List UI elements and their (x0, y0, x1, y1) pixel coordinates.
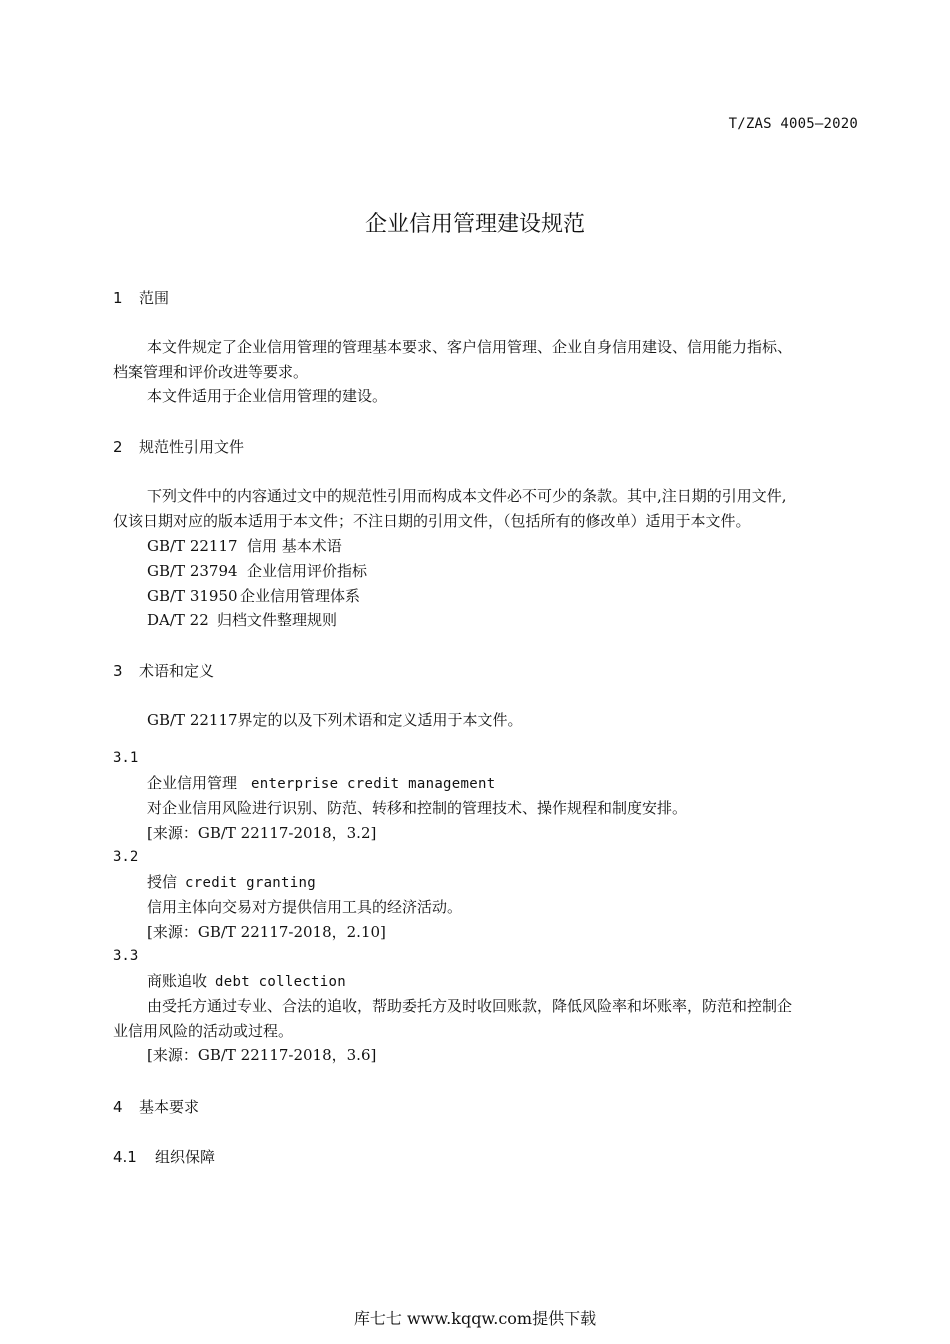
term-definition: 由受托方通过专业、合法的追收，帮助委托方及时收回账款，降低风险率和坏账率，防范和控制企 (147, 997, 793, 1015)
reference-item (147, 585, 858, 607)
section-title: 术语和定义 (139, 662, 215, 680)
section-number: 1 (113, 289, 123, 307)
subsection-number: 4.1 (113, 1148, 137, 1166)
reference-item (147, 535, 858, 557)
term-english: debt collection (215, 974, 346, 990)
term-chinese: 企业信用管理 (147, 774, 238, 792)
term-number: 3.2 (113, 849, 139, 865)
term-chinese: 商账追收 (147, 972, 208, 990)
term-definition: 对企业信用风险进行识别、防范、转移和控制的管理技术、操作规程和制度安排。 (147, 799, 688, 817)
term-number: 3.3 (113, 948, 139, 964)
paragraph-line: 仅该日期对应的版本适用于本文件；不注日期的引用文件，（包括所有的修改单）适用于本文件。 (113, 512, 751, 530)
reference-title: 企业信用管理体系 (240, 587, 361, 605)
reference-title: 信用 基本术语 (247, 537, 342, 555)
section-number: 4 (113, 1098, 123, 1116)
paragraph-line: 本文件适用于企业信用管理的建设。 (147, 387, 388, 405)
paragraph-line: 本文件规定了企业信用管理的管理基本要求、客户信用管理、企业自身信用建设、信用能力指标、 (147, 338, 793, 356)
term-source: [来源：GB/T 22117-2018，3.2] (147, 824, 377, 842)
paragraph-line: 下列文件中的内容通过文中的规范性引用而构成本文件必不可少的条款。其中,注日期的引用文件, (147, 487, 787, 505)
term-number: 3.1 (113, 750, 139, 766)
section-2-heading (113, 436, 858, 458)
reference-code: GB/T 23794 (147, 562, 238, 580)
section-title: 范围 (139, 289, 170, 307)
section-title: 基本要求 (139, 1098, 200, 1116)
term-definition: 信用主体向交易对方提供信用工具的经济活动。 (147, 898, 463, 916)
section-3-heading (113, 660, 858, 682)
subsection-4-1-heading (113, 1146, 858, 1168)
reference-item (147, 609, 858, 631)
reference-code: DA/T 22 (147, 611, 209, 629)
paragraph-line: 档案管理和评价改进等要求。 (113, 363, 309, 381)
section-4-heading (113, 1096, 858, 1118)
footer-watermark: 库七七 www.kqqw.com提供下载 (353, 1309, 597, 1328)
reference-item (147, 560, 858, 582)
reference-title: 企业信用评价指标 (247, 562, 368, 580)
section-1-heading (113, 287, 858, 309)
reference-code: GB/T 22117 (147, 537, 238, 555)
term-heading (147, 871, 858, 894)
reference-title: 归档文件整理规则 (217, 611, 338, 629)
term-english: credit granting (185, 875, 316, 891)
term-source: [来源：GB/T 22117-2018，2.10] (147, 923, 386, 941)
term-definition: 业信用风险的活动或过程。 (113, 1022, 294, 1040)
paragraph-line: GB/T 22117界定的以及下列术语和定义适用于本文件。 (147, 711, 523, 729)
section-number: 3 (113, 662, 123, 680)
term-heading (147, 772, 858, 795)
term-chinese: 授信 (147, 873, 178, 891)
section-number: 2 (113, 438, 123, 456)
term-heading (147, 970, 858, 993)
document-title: 企业信用管理建设规范 (364, 212, 585, 237)
reference-code: GB/T 31950 (147, 587, 238, 605)
term-english: enterprise credit management (251, 776, 496, 792)
section-title: 规范性引用文件 (139, 438, 245, 456)
term-source: [来源：GB/T 22117-2018，3.6] (147, 1046, 377, 1064)
subsection-title: 组织保障 (155, 1148, 216, 1166)
document-code: T/ZAS 4005—2020 (728, 116, 858, 132)
